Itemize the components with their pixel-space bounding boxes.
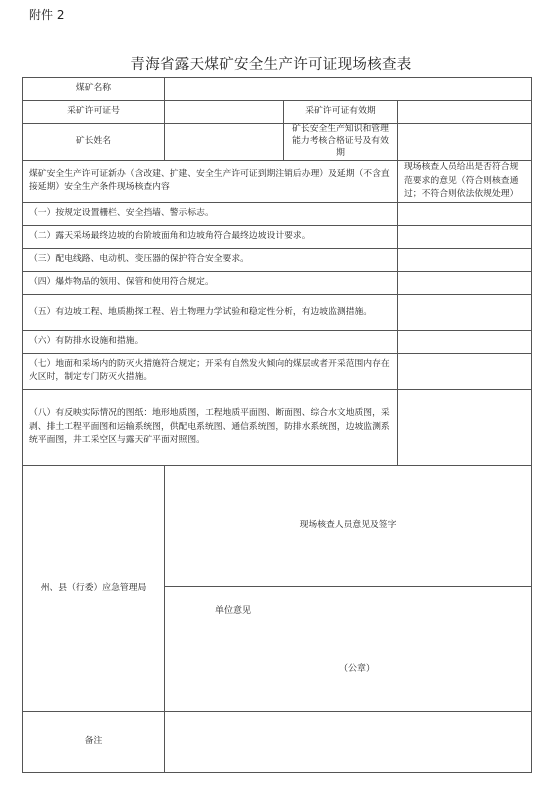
check-item-3: （三）配电线路、电动机、变压器的保护符合安全要求。: [23, 248, 398, 271]
check-item-2: （二）露天采场最终边坡的台阶坡面角和边坡角符合最终边坡设计要求。: [23, 225, 398, 248]
content-header: 煤矿安全生产许可证新办（含改建、扩建、安全生产许可证到期注销后办理）及延期（不含直接延期）安全生产条件现场核查内容: [23, 160, 398, 202]
mine-name-value[interactable]: [165, 78, 532, 101]
opinion-cell-5[interactable]: [398, 294, 532, 330]
license-no-label: 采矿许可证号: [23, 101, 165, 124]
opinion-cell-6[interactable]: [398, 330, 532, 353]
license-validity-value[interactable]: [398, 101, 532, 124]
check-item-1: （一）按规定设置栅栏、安全挡墙、警示标志。: [23, 202, 398, 225]
mine-boss-label: 矿长姓名: [23, 124, 165, 161]
check-item-8: （八）有反映实际情况的图纸：地形地质图，工程地质平面图、断面图、综合水文地质图，采剥、排土工程平面图和运输系统图，供配电系统图、通信系统图，防排水系统图，边坡监测系统平面图，井工采空区与露天矿平面对照图。: [23, 389, 398, 465]
boss-cert-value[interactable]: [398, 124, 532, 161]
check-item-4: （四）爆炸物品的领用、保管和使用符合规定。: [23, 271, 398, 294]
opinion-cell-8[interactable]: [398, 389, 532, 465]
inspector-sign-label: 现场核查人员意见及签字: [299, 520, 397, 531]
mine-boss-value[interactable]: [165, 124, 284, 161]
check-item-7: （七）地面和采场内的防灭火措施符合规定；开采有自然发火倾向的煤层或者开采范围内存在火区时，制定专门防灭火措施。: [23, 353, 398, 389]
opinion-cell-7[interactable]: [398, 353, 532, 389]
inspection-form: [22, 77, 532, 773]
bureau-label: 州、县（行委）应急管理局: [23, 465, 165, 711]
opinion-cell-2[interactable]: [398, 225, 532, 248]
seal-label: （公章）: [339, 663, 376, 674]
attachment-label: 附件 2: [29, 8, 65, 22]
remark-label: 备注: [23, 711, 165, 772]
unit-opinion-label: 单位意见: [215, 605, 252, 616]
opinion-cell-3[interactable]: [398, 248, 532, 271]
remark-value[interactable]: [165, 711, 532, 772]
unit-opinion-cell[interactable]: [165, 586, 532, 711]
license-no-value[interactable]: [165, 101, 284, 124]
check-item-5: （五）有边坡工程、地质勘探工程、岩土物理力学试验和稳定性分析，有边坡监测措施。: [23, 294, 398, 330]
boss-cert-label: 矿长安全生产知识和管理能力考核合格证号及有效期: [284, 124, 398, 161]
opinion-header: 现场核查人员给出是否符合规范要求的意见（符合则核查通过；不符合则依法依规处理）: [398, 160, 532, 202]
opinion-cell-1[interactable]: [398, 202, 532, 225]
mine-name-label: 煤矿名称: [23, 78, 165, 101]
page-title: 青海省露天煤矿安全生产许可证现场核查表: [130, 57, 412, 73]
license-validity-label: 采矿许可证有效期: [284, 101, 398, 124]
inspector-sign-cell[interactable]: [165, 465, 532, 586]
opinion-cell-4[interactable]: [398, 271, 532, 294]
check-item-6: （六）有防排水设施和措施。: [23, 330, 398, 353]
